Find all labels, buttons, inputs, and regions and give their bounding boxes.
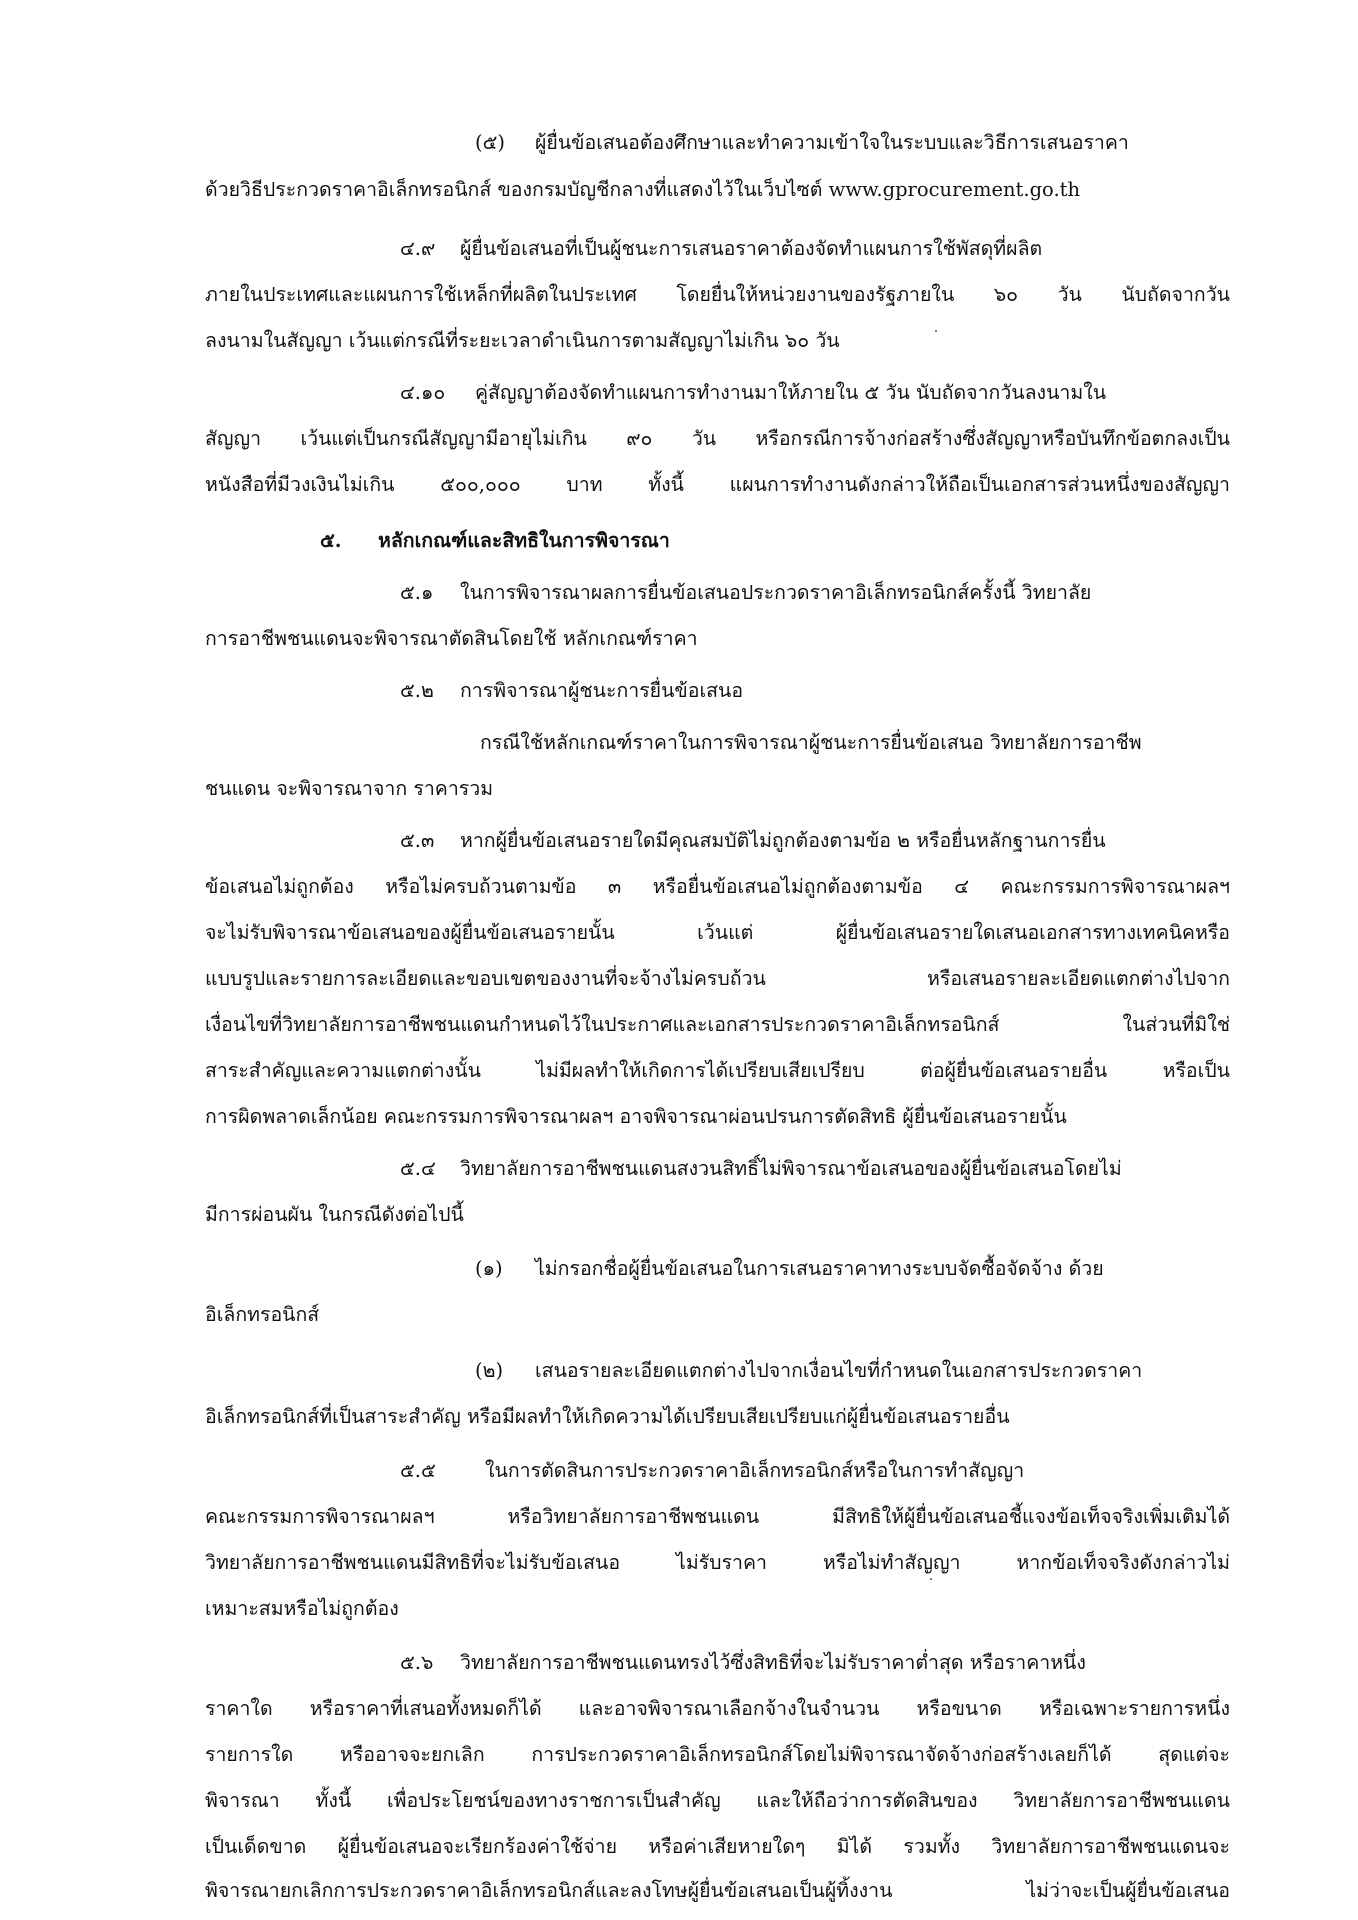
item-number: (๒) (475, 1359, 504, 1382)
line-text: วิทยาลัยการอาชีพชนแดนสงวนสิทธิ์ไม่พิจารณาข้อเสนอของผู้ยื่นข้อเสนอโดยไม่ (460, 1157, 1122, 1180)
paragraph-line (400, 1156, 1230, 1184)
line-text: การพิจารณาผู้ชนะการยื่นข้อเสนอ (460, 679, 744, 702)
paragraph-line: พิจารณา ทั้งนี้ เพื่อประโยชน์ของทางราชการเป็นสำคัญ และให้ถือว่าการตัดสินของ วิทยาลัยการอาชีพชนแดน (205, 1789, 1230, 1812)
paragraph-line: วิทยาลัยการอาชีพชนแดนมีสิทธิที่จะไม่รับข้อเสนอ ไม่รับราคา หรือไม่ทำสัญญา หากข้อเท็จจริงดังกล่าวไม่ (205, 1551, 1230, 1574)
paragraph-line: รายการใด หรืออาจจะยกเลิก การประกวดราคาอิเล็กทรอนิกส์โดยไม่พิจารณาจัดจ้างก่อสร้างเลยก็ได้ สุดแต่จะ (205, 1743, 1230, 1766)
paragraph-line (400, 1650, 1230, 1678)
section-number: ๕. (320, 529, 342, 552)
item-number: ๕.๓ (400, 829, 435, 852)
paragraph-line: อิเล็กทรอนิกส์ที่เป็นสาระสำคัญ หรือมีผลทำให้เกิดความได้เปรียบเสียเปรียบแก่ผู้ยื่นข้อเสนอรายอื่น (205, 1405, 1010, 1428)
paragraph-line (400, 380, 1230, 408)
paragraph-line: การผิดพลาดเล็กน้อย คณะกรรมการพิจารณาผลฯ อาจพิจารณาผ่อนปรนการตัดสิทธิ ผู้ยื่นข้อเสนอรายนั้น (205, 1105, 1067, 1128)
paragraph-line (400, 828, 1230, 856)
paragraph-line: ด้วยวิธีประกวดราคาอิเล็กทรอนิกส์ ของกรมบัญชีกลางที่แสดงไว้ในเว็บไซต์ www.gprocurement.go.th (205, 178, 1081, 201)
paragraph-line: ข้อเสนอไม่ถูกต้อง หรือไม่ครบถ้วนตามข้อ ๓ หรือยื่นข้อเสนอไม่ถูกต้องตามข้อ ๔ คณะกรรมการพิจารณาผลฯ (205, 875, 1230, 898)
line-text: ในการตัดสินการประกวดราคาอิเล็กทรอนิกส์หรือในการทำสัญญา (485, 1459, 1025, 1482)
paragraph-line (400, 236, 1230, 264)
paragraph-line: หนังสือที่มีวงเงินไม่เกิน ๕๐๐,๐๐๐ บาท ทั้งนี้ แผนการทำงานดังกล่าวให้ถือเป็นเอกสารส่วนหนึ่งของสัญญา (205, 473, 1230, 496)
paragraph-line: เงื่อนไขที่วิทยาลัยการอาชีพชนแดนกำหนดไว้ในประกาศและเอกสารประกวดราคาอิเล็กทรอนิกส์ ในส่วนที่มิใช่ (205, 1013, 1230, 1036)
scan-speck (930, 1578, 932, 1580)
paragraph-line (400, 580, 1230, 608)
paragraph-line: เป็นเด็ดขาด ผู้ยื่นข้อเสนอจะเรียกร้องค่าใช้จ่าย หรือค่าเสียหายใดๆ มิได้ รวมทั้ง วิทยาลัยการอาชีพชนแดนจะ (205, 1835, 1230, 1858)
paragraph-line: การอาชีพชนแดนจะพิจารณาตัดสินโดยใช้ หลักเกณฑ์ราคา (205, 627, 698, 650)
paragraph-line: ราคาใด หรือราคาที่เสนอทั้งหมดก็ได้ และอาจพิจารณาเลือกจ้างในจำนวน หรือขนาด หรือเฉพาะรายการหนึ่ง (205, 1697, 1230, 1720)
paragraph-line (400, 1458, 1230, 1486)
item-number: (๕) (475, 131, 505, 154)
paragraph-line (475, 130, 1230, 158)
paragraph-line: สัญญา เว้นแต่เป็นกรณีสัญญามีอายุไม่เกิน ๙๐ วัน หรือกรณีการจ้างก่อสร้างซึ่งสัญญาหรือบันทึกข้อตกลงเป็น (205, 427, 1230, 450)
paragraph-line: กรณีใช้หลักเกณฑ์ราคาในการพิจารณาผู้ชนะการยื่นข้อเสนอ วิทยาลัยการอาชีพ (480, 731, 1142, 754)
scan-speck (935, 330, 937, 332)
paragraph-line: แบบรูปและรายการละเอียดและขอบเขตของงานที่จะจ้างไม่ครบถ้วน หรือเสนอรายละเอียดแตกต่างไปจาก (205, 967, 1230, 990)
line-text: คู่สัญญาต้องจัดทำแผนการทำงานมาให้ภายใน ๕ วัน นับถัดจากวันลงนามใน (475, 381, 1107, 404)
item-number: ๕.๑ (400, 581, 434, 604)
line-text: เสนอรายละเอียดแตกต่างไปจากเงื่อนไขที่กำหนดในเอกสารประกวดราคา (535, 1359, 1143, 1382)
paragraph-line: เหมาะสมหรือไม่ถูกต้อง (205, 1597, 399, 1620)
paragraph-line: คณะกรรมการพิจารณาผลฯ หรือวิทยาลัยการอาชีพชนแดน มีสิทธิให้ผู้ยื่นข้อเสนอชี้แจงข้อเท็จจริงเพิ่มเติมได้ (205, 1505, 1230, 1528)
paragraph-line: ภายในประเทศและแผนการใช้เหล็กที่ผลิตในประเทศ โดยยื่นให้หน่วยงานของรัฐภายใน ๖๐ วัน นับถัดจากวัน (205, 283, 1230, 306)
item-number: (๑) (475, 1257, 503, 1280)
section-title: หลักเกณฑ์และสิทธิในการพิจารณา (378, 529, 670, 552)
line-text: วิทยาลัยการอาชีพชนแดนทรงไว้ซึ่งสิทธิที่จะไม่รับราคาต่ำสุด หรือราคาหนึ่ง (460, 1651, 1086, 1674)
line-text: หากผู้ยื่นข้อเสนอรายใดมีคุณสมบัติไม่ถูกต้องตามข้อ ๒ หรือยื่นหลักฐานการยื่น (460, 829, 1106, 852)
line-text: ไม่กรอกชื่อผู้ยื่นข้อเสนอในการเสนอราคาทางระบบจัดซื้อจัดจ้าง ด้วย (535, 1257, 1104, 1280)
paragraph-line: ชนแดน จะพิจารณาจาก ราคารวม (205, 777, 494, 800)
line-text: ผู้ยื่นข้อเสนอต้องศึกษาและทำความเข้าใจในระบบและวิธีการเสนอราคา (535, 131, 1129, 154)
line-text: ผู้ยื่นข้อเสนอที่เป็นผู้ชนะการเสนอราคาต้องจัดทำแผนการใช้พัสดุที่ผลิต (460, 237, 1043, 260)
section-heading (320, 528, 670, 554)
item-number: ๕.๖ (400, 1651, 434, 1674)
paragraph-line: อิเล็กทรอนิกส์ (205, 1303, 320, 1326)
item-number: ๕.๕ (400, 1459, 436, 1482)
item-number: ๕.๔ (400, 1157, 436, 1180)
item-number: ๔.๙ (400, 237, 436, 260)
paragraph-line: ลงนามในสัญญา เว้นแต่กรณีที่ระยะเวลาดำเนินการตามสัญญาไม่เกิน ๖๐ วัน (205, 329, 840, 352)
item-number: ๕.๒ (400, 679, 434, 702)
paragraph-line: มีการผ่อนผัน ในกรณีดังต่อไปนี้ (205, 1203, 464, 1226)
paragraph-line (475, 1256, 1230, 1284)
paragraph-line (475, 1358, 1230, 1386)
paragraph-line (400, 678, 1230, 706)
paragraph-line: สาระสำคัญและความแตกต่างนั้น ไม่มีผลทำให้เกิดการได้เปรียบเสียเปรียบ ต่อผู้ยื่นข้อเสนอรายอื่น หรือเป็น (205, 1059, 1230, 1082)
item-number: ๔.๑๐ (400, 381, 446, 404)
paragraph-line: พิจารณายกเลิกการประกวดราคาอิเล็กทรอนิกส์และลงโทษผู้ยื่นข้อเสนอเป็นผู้ทิ้งงาน ไม่ว่าจะเป็นผู้ยื่นข้อเสนอ (205, 1879, 1230, 1902)
line-text: ในการพิจารณาผลการยื่นข้อเสนอประกวดราคาอิเล็กทรอนิกส์ครั้งนี้ วิทยาลัย (460, 581, 1092, 604)
paragraph-line: จะไม่รับพิจารณาข้อเสนอของผู้ยื่นข้อเสนอรายนั้น เว้นแต่ ผู้ยื่นข้อเสนอรายใดเสนอเอกสารทางเทคนิคหรือ (205, 921, 1230, 944)
